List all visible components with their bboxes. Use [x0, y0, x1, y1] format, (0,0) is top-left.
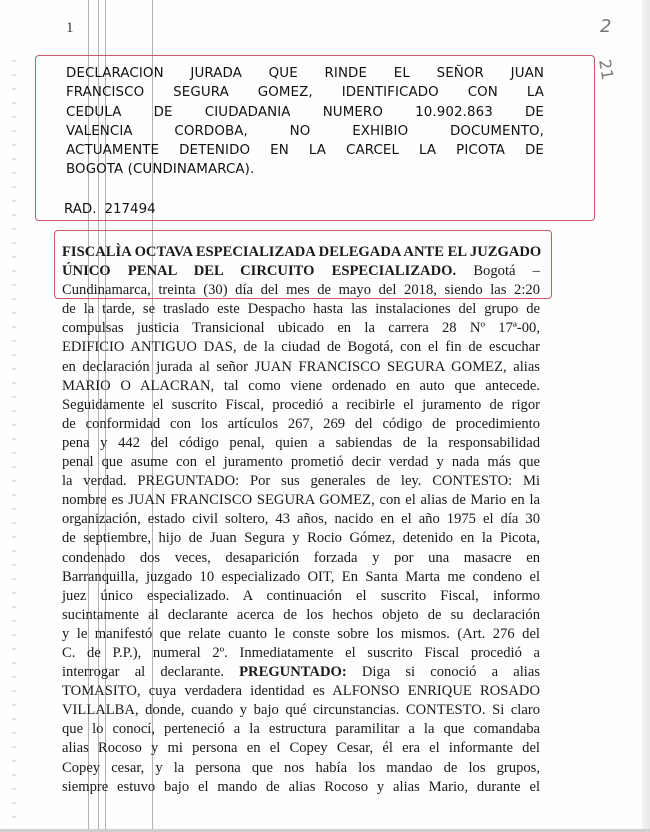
body-line — [62, 491, 540, 510]
text: y le manifestó que relate cuanto le conste sobre los mismos. (Art. 276 del — [62, 625, 540, 642]
text: alias Rocoso y mi persona en el Copey Cesar, él era el informante del — [62, 740, 540, 757]
text: C. de P.P.), numeral 2º. Inmediatamente el suscrito Fiscal procedió a — [62, 644, 540, 661]
text: Bogotá – — [456, 263, 540, 280]
body-line — [62, 510, 540, 529]
body-line — [62, 720, 540, 739]
text: Seguidamente el suscrito Fiscal, procedió a recibirle el juramento de rigor — [62, 396, 540, 413]
body-line — [62, 644, 540, 663]
radicado — [64, 202, 164, 217]
body-line — [62, 529, 540, 548]
title-line: CEDULA DE CIUDADANIA NUMERO 10.902.863 DE — [66, 104, 544, 120]
text: que lo conocí, perteneció a la estructura paramilitar a la que comandaba — [62, 721, 540, 738]
text: de septiembre, hijo de Juan Segura y Rocio Gómez, detenido en la Picota, — [62, 530, 540, 547]
declaration-body — [62, 243, 540, 797]
text: EDIFICIO ANTIGUO DAS, de la ciudad de Bogotá, con el fin de escuchar — [62, 339, 540, 356]
body-line — [62, 453, 540, 472]
text: organización, estado civil soltero, 43 años, nacido en el año 1975 el día 30 — [62, 511, 540, 528]
text: TOMASITO, cuya verdadera identidad es ALFONSO ENRIQUE ROSADO — [62, 683, 540, 700]
title-line: FRANCISCO SEGURA GOMEZ, IDENTIFICADO CON LA — [66, 85, 544, 101]
title-line: ACTUAMENTE DETENIDO EN LA CARCEL LA PICOTA DE — [66, 143, 544, 159]
text: Cundinamarca, treinta (30) día del mes de mayo del 2018, siendo las 2:20 — [62, 282, 540, 299]
declaration-title — [66, 64, 544, 180]
radicado-label: RAD. — [64, 202, 97, 217]
body-line — [62, 377, 540, 396]
body-line — [62, 568, 540, 587]
text: de conformidad con los artículos 267, 269 del código de procedimiento — [62, 415, 540, 432]
body-line — [62, 663, 540, 682]
bold-text: FISCALÌA OCTAVA ESPECIALIZADA DELEGADA ANTE EL JUZGADO — [62, 244, 542, 260]
bold-text: PREGUNTADO: — [223, 664, 347, 681]
body-line — [62, 625, 540, 644]
text: VILLALBA, donde, cuando y bajo qué circunstancias. CONTESTO. Si claro — [62, 702, 540, 719]
scan-edge — [642, 0, 650, 832]
bold-text: ÚNICO PENAL DEL CIRCUITO ESPECIALIZADO. — [62, 263, 457, 280]
text: penal que asume con el juramento prometió decir verdad y nada más que — [62, 454, 540, 471]
body-line — [62, 701, 540, 720]
title-line: VALENCIA CORDOBA, NO EXHIBIO DOCUMENTO, — [66, 123, 544, 139]
text: condenado dos veces, desaparición forzada y por una masacre en — [62, 549, 540, 566]
text: sucintamente al declarante acerca de los hechos objeto de su declaración — [62, 606, 540, 623]
body-line — [62, 549, 540, 568]
title-line: BOGOTA (CUNDINAMARCA). — [66, 162, 255, 178]
text: pena y 442 del código penal, quien a sabiendas de la responsabilidad — [62, 434, 540, 451]
text: interrogar al declarante. — [62, 664, 224, 681]
text: en declaración jurada al señor JUAN FRANCISCO SEGURA GOMEZ, alias — [62, 358, 540, 375]
body-line — [62, 396, 540, 415]
body-line — [62, 759, 540, 778]
text: siempre estuvo bajo el mando de alias Rocoso y alias Mario, durante el — [62, 778, 540, 795]
body-line — [62, 338, 540, 357]
body-line — [62, 415, 540, 434]
text: nombre es JUAN FRANCISCO SEGURA GOMEZ, con el alias de Mario en la — [62, 492, 540, 509]
page-number: 1 — [66, 20, 74, 36]
scan-margin-artifact — [12, 60, 16, 820]
title-line: DECLARACION JURADA QUE RINDE EL SEÑOR JUAN — [66, 66, 544, 81]
body-line — [62, 243, 540, 262]
radicado-number: 217494 — [104, 202, 156, 217]
text: MARIO O ALACRAN, tal como viene ordenado en auto que antecede. — [62, 377, 540, 394]
handwritten-folio-mark: 2 — [600, 16, 612, 37]
text: Barranquilla, juzgado 10 especializado OIT, En Santa Marta me condeno el — [62, 568, 540, 585]
text: Diga si conoció a alias — [346, 664, 540, 681]
body-line — [62, 587, 540, 606]
text: Copey cesar, y la persona que nos había los mandao de los grupos, — [62, 759, 540, 776]
body-line — [62, 472, 540, 491]
text: la verdad. PREGUNTADO: Por sus generales de ley. CONTESTO: Mi — [62, 473, 540, 490]
body-line — [62, 262, 540, 281]
text: juez único especializado. A continuación el suscrito Fiscal, informo — [62, 587, 540, 604]
body-line — [62, 606, 540, 625]
handwritten-folio-mark: 21 — [595, 57, 618, 82]
body-line — [62, 300, 540, 319]
text: compulsas justicia Transicional ubicado en la carrera 28 Nº 17ª-00, — [62, 320, 540, 337]
body-line — [62, 682, 540, 701]
body-line — [62, 778, 540, 797]
body-line — [62, 434, 540, 453]
body-line — [62, 739, 540, 758]
body-line — [62, 358, 540, 377]
body-line — [62, 281, 540, 300]
text: de la tarde, se traslado este Despacho hasta las instalaciones del grupo de — [62, 301, 540, 318]
body-line — [62, 319, 540, 338]
